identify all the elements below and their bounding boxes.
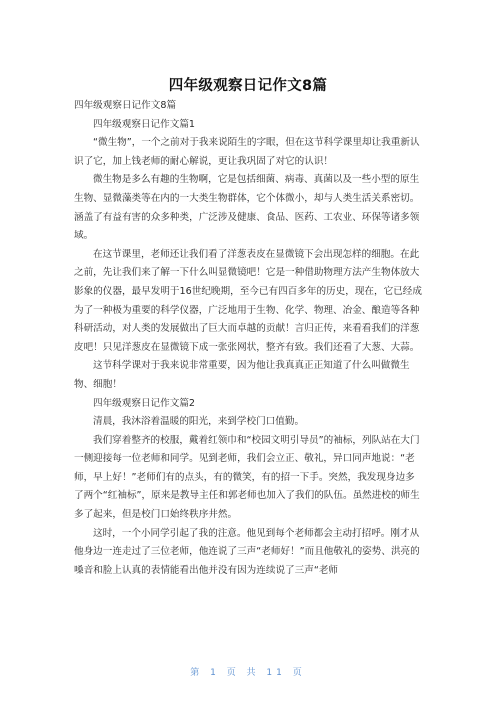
document-body — [74, 97, 424, 580]
paragraph: 微生物是多么有趣的生物啊，它是包括细菌、病毒、真菌以及一些小型的原生生物、显微藻类等在内的一大类生物群体，它个体微小，却与人类生活关系密切。涵盖了有益有害的众多种类，广泛涉及健康、食品、医药、工农业、环保等诸多领域。 — [74, 174, 420, 242]
section-heading: 四年级观察日记作文篇2 — [93, 397, 196, 409]
paragraph: 我们穿着整齐的校服，戴着红领巾和“校园文明引导员”的袖标，列队站在大门一侧迎接每一位老师和同学。见到老师，我们会立正、敬礼，异口同声地说：“老师，早上好！”老师们有的点头，有的微笑，有的招一下手。突然，我发现身边多了两个“红袖标”，原来是教导主任和郭老师也加入了我们的队伍。虽然进校的师生多了起来，但是校门口始终秩序井然。 — [74, 434, 420, 521]
section-heading: 四年级观察日记作文篇1 — [93, 118, 196, 130]
paragraph: “微生物”，一个之前对于我来说陌生的字眼，但在这节科学课里却让我重新认识了它，加上钱老师的耐心解说，更让我巩固了对它的认识！ — [74, 137, 420, 167]
paragraph: 清晨，我沐浴着温暖的阳光，来到学校门口值勤。 — [93, 416, 305, 428]
page-footer: 第 1 页 共 11 页 — [190, 668, 306, 678]
document-title: 四年级观察日记作文8篇 — [168, 78, 328, 94]
paragraph: 在这节课里，老师还让我们看了洋葱表皮在显微镜下会出现怎样的细胞。在此之前，先让我们来了解一下什么叫显微镜吧！它是一种借助物理方法产生物体放大影象的仪器，最早发明于16世纪晚期，至今已有四百多年的历史，现在，它已经成为了一种极为重要的科学仪器，广泛地用于生物、化学、物理、冶金、酿造等各种科研活动，对人类的发展做出了巨大而卓越的贡献！言归正传，来看看我们的洋葱皮吧！只见洋葱皮在显微镜下成一张张网状，整齐有致。我们还看了大葱、大蒜。 — [74, 248, 422, 353]
paragraph-heading: 四年级观察日记作文8篇 — [74, 100, 177, 111]
paragraph: 这节科学课对于我来说非常重要，因为他让我真真正正知道了什么叫做微生物、细胞！ — [74, 360, 410, 390]
paragraph: 这时，一个小同学引起了我的注意。他见到每个老师都会主动打招呼。刚才从他身边一连走过了三位老师，他连说了三声“老师好！”而且他敬礼的姿势、洪亮的嗓音和脸上认真的表情能看出他并没有因为连续说了三声“老师 — [74, 527, 420, 576]
